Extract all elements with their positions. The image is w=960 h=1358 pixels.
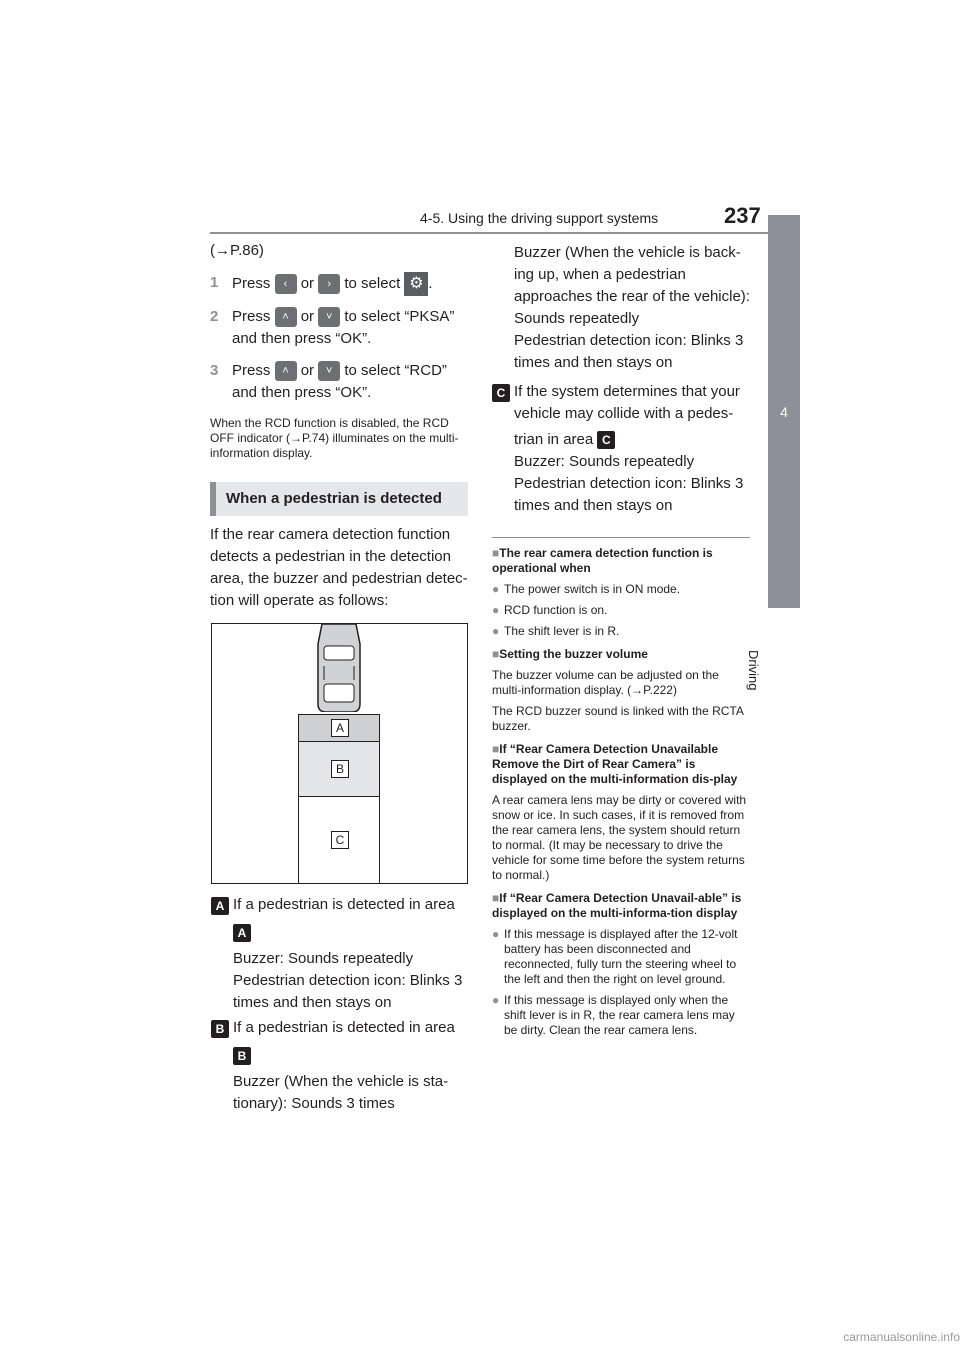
step-3: 3 Press ˄ or ˅ to select “RCD” and then press “OK”. [210,362,447,401]
zone-b [298,741,380,797]
bullet-icon: ● [492,624,500,638]
bullet-icon: ● [492,927,500,941]
watermark: carmanualsonline.info [843,1330,960,1344]
note-bullet: ● If this message is displayed after the 12-volt battery has been disconnected and reconnected, fully turn the steering wheel to the left and then the right on level ground. [492,927,738,986]
zone-c [298,796,380,884]
badge-c-ref: C [597,431,615,449]
badge-a-ref: A [233,924,251,942]
note-bullet: ● The shift lever is in R. [492,624,620,638]
gear-icon: ⚙ [404,272,428,296]
header-section-title: 4-5. Using the driving support systems [420,210,659,226]
note-heading-1: ■The rear camera detection function is operational when [492,546,713,575]
square-icon: ■ [492,742,500,756]
steps-block [210,240,470,461]
disabled-note: When the RCD function is disabled, the RCD OFF indicator (→P.74) illuminates on the multi-information display. [210,416,459,460]
chapter-tab [768,215,800,608]
badge-a: A [211,897,229,915]
note-heading-3: ■If “Rear Camera Detection Unavailable Remove the Dirt of Rear Camera” is displayed on the multi-information dis-play [492,742,738,786]
intro-paragraph: If the rear camera detection function detects a pedestrian in the detection area, the buzzer and pedestrian detec-tion will operate as follows: [210,526,468,609]
badge-b-ref: B [233,1047,251,1065]
header-rule [210,232,800,234]
page-ref: (→P.86) [210,242,264,259]
page-number: 237 [724,203,761,228]
zone-b-label: B [331,760,349,778]
down-arrow-icon: ˅ [318,361,340,381]
chapter-tab-label: Driving [746,650,761,691]
note-heading-2: ■Setting the buzzer volume [492,647,648,661]
bullet-icon: ● [492,993,500,1007]
step-1: 1 Press ‹ or › to select ⚙ . [210,272,470,296]
notes-block: ■The rear camera detection function is operational when ● The power switch is in ON mode. ● RCD function is on. ● The shift lever is in R. ■Setting the buzzer volume The buzzer volume can be adjusted on the multi-information display. (→P.222) The RCD buzzer sound is linked with the RCTA buzzer. ■If “Rear Camera Detection Unavailable Remove the Dirt of Rear Camera” is displayed on the multi-information dis-play A rear camera lens may be dirty or covered with snow or ice. In such cases, if it is removed from the rear camera lens, the system should return to normal. (It may be necessary to drive the vehicle for some time before the system returns to normal.) ■If “Rear Camera Detection Unavail-able” is displayed on the multi-informa-tion display ● If this message is displayed after the 12-volt battery has been disconnected and reconnected, fully turn the steering wheel to the left and then the right on level ground. ● If this message is displayed only when the shift lever is in R, the rear camera lens may be dirty. Clean the rear camera lens. [492,538,750,1038]
detection-area-figure [211,623,468,884]
step-2: 2 Press ˄ or ˅ to select “PKSA” and then press “OK”. [210,308,455,347]
note-bullet: ● The power switch is in ON mode. [492,582,681,596]
car-icon [314,624,364,712]
zone-c-label: C [331,831,349,849]
section-heading: When a pedestrian is detected [210,482,468,516]
zone-a [298,714,380,742]
chapter-tab-number: 4 [780,403,788,420]
bullet-icon: ● [492,603,500,617]
square-icon: ■ [492,647,500,661]
badge-b: B [211,1020,229,1038]
up-arrow-icon: ˄ [275,307,297,327]
note-bullet: ● If this message is displayed only when the shift lever is in R, the rear camera lens may be dirty. Clean the rear camera lens. [492,993,735,1037]
square-icon: ■ [492,546,500,560]
item-b-continued: Buzzer (When the vehicle is back-ing up, when a pedestrian approaches the rear of the vehicle): Sounds repeatedly Pedestrian detection icon: Blinks 3 times and then stays on [514,244,750,371]
badge-c: C [492,384,510,402]
left-arrow-icon: ‹ [275,274,297,294]
zone-a-label: A [331,719,349,737]
note-bullet: ● RCD function is on. [492,603,608,617]
square-icon: ■ [492,891,500,905]
down-arrow-icon: ˅ [318,307,340,327]
up-arrow-icon: ˄ [275,361,297,381]
bullet-icon: ● [492,582,500,596]
note-heading-4: ■If “Rear Camera Detection Unavail-able” is displayed on the multi-informa-tion display [492,891,742,920]
right-arrow-icon: › [318,274,340,294]
